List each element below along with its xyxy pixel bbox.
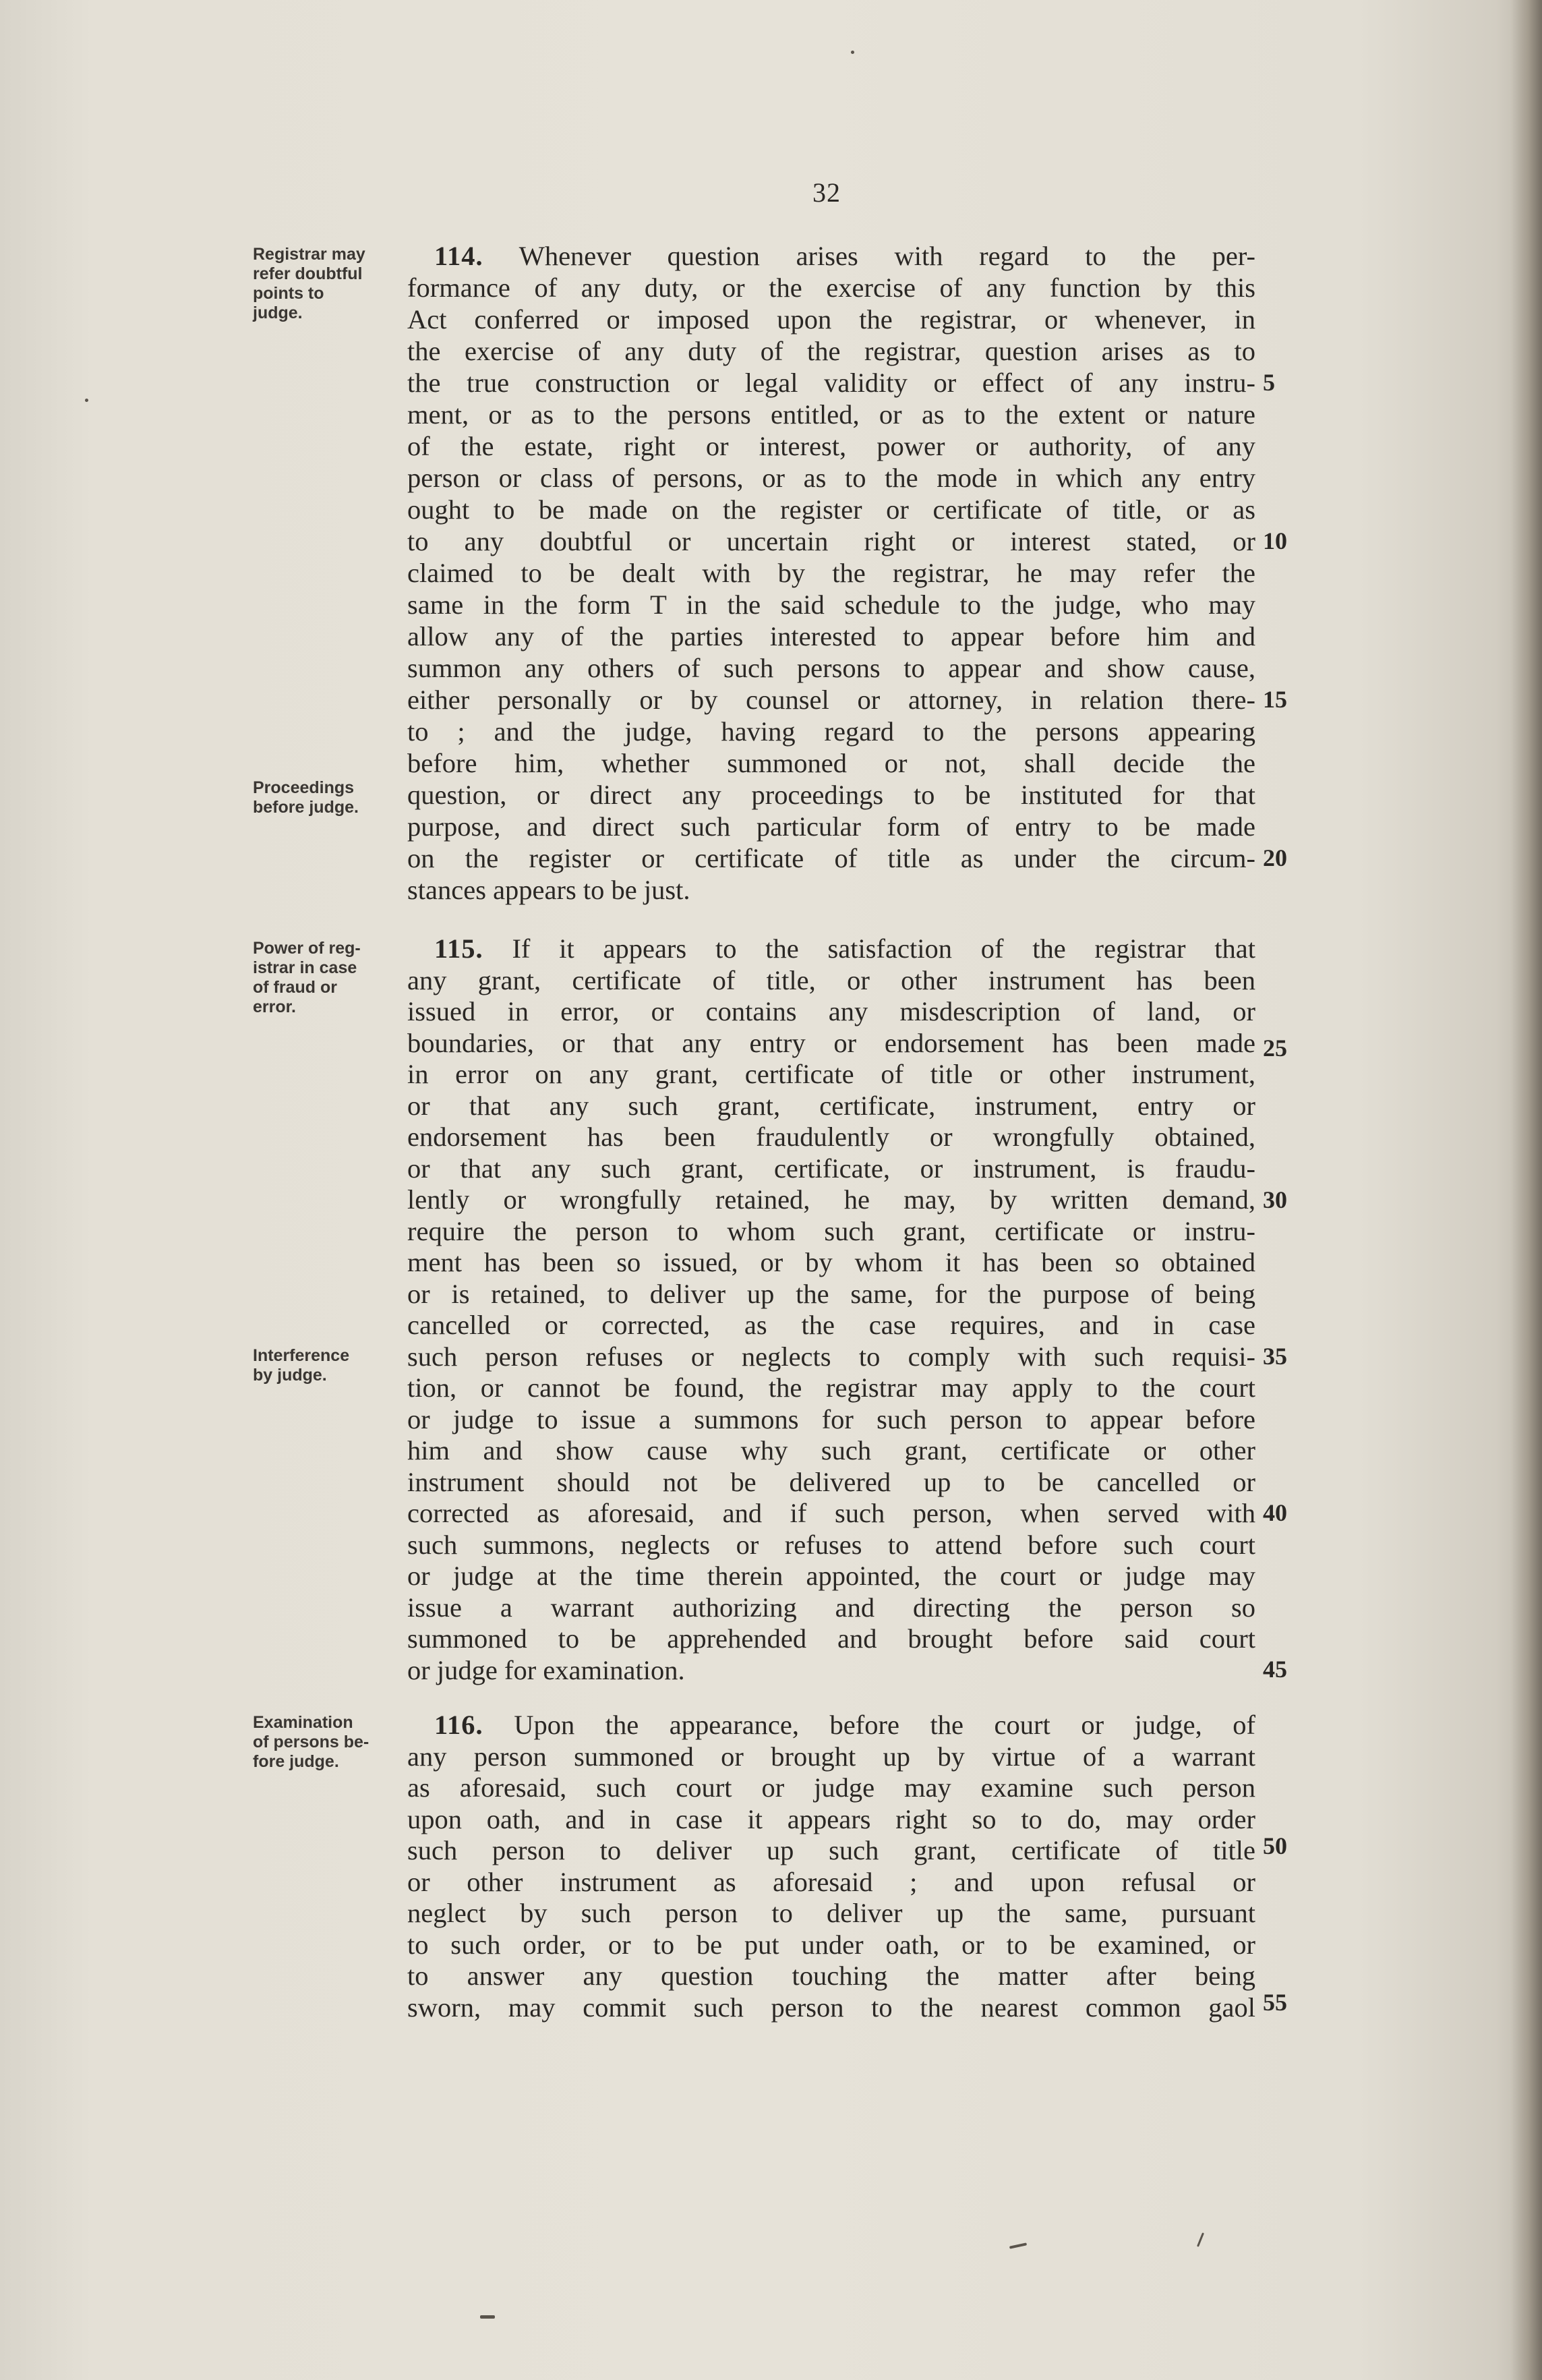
margin-note-line: of persons be- xyxy=(253,1733,369,1751)
text-line: stances appears to be just. xyxy=(407,875,690,905)
line-number: 50 xyxy=(1263,1832,1287,1859)
text-line: lently or wrongfully retained, he may, by written demand, xyxy=(407,1184,1255,1215)
margin-note-line: of fraud or xyxy=(253,978,337,997)
text-line: or judge for examination. xyxy=(407,1654,685,1685)
text-line: to answer any question touching the matter after being xyxy=(407,1961,1255,1991)
text-line: cancelled or corrected, as the case requires, and in case xyxy=(407,1310,1255,1340)
text-line: such person refuses or neglects to comply with such requisi- xyxy=(407,1341,1255,1372)
text-line: require the person to whom such grant, certificate or instru- xyxy=(407,1215,1255,1246)
text-line: neglect by such person to deliver up the same, pursuant xyxy=(407,1898,1255,1928)
text-line: or is retained, to deliver up the same, for the purpose of being xyxy=(407,1278,1255,1309)
section-number: 114. xyxy=(434,241,483,271)
text-line: either personally or by counsel or attorney, in relation there- xyxy=(407,685,1255,715)
text-line: any person summoned or brought up by virtue of a warrant xyxy=(407,1741,1255,1772)
margin-note-registrar-may-refer xyxy=(253,245,398,323)
text-line: or judge to issue a summons for such person to appear before xyxy=(407,1403,1255,1434)
text-line: summon any others of such persons to appear and show cause, xyxy=(407,653,1255,683)
text-line: issued in error, or contains any misdescription of land, or xyxy=(407,996,1255,1026)
page-number: 32 xyxy=(812,177,841,208)
text-line: corrected as aforesaid, and if such person, when served with xyxy=(407,1498,1255,1528)
text-line: or that any such grant, certificate, or instrument, is fraudu- xyxy=(407,1153,1255,1184)
margin-note-line: istrar in case xyxy=(253,958,357,977)
text-line: on the register or certificate of title as under the circum- xyxy=(407,843,1255,873)
margin-note-line: Interference xyxy=(253,1346,350,1365)
margin-note-line: refer doubtful xyxy=(253,264,363,283)
text-line: before him, whether summoned or not, shall decide the xyxy=(407,748,1255,778)
section-number: 116. xyxy=(434,1710,483,1740)
text-line: purpose, and direct such particular form of entry to be made xyxy=(407,811,1255,842)
ink-speck xyxy=(851,51,854,54)
line-number: 15 xyxy=(1263,686,1287,713)
text-line: the true construction or legal validity or effect of any instru- xyxy=(407,368,1255,398)
text-line: or judge at the time therein appointed, the court or judge may xyxy=(407,1561,1255,1591)
line-number: 40 xyxy=(1263,1499,1287,1526)
margin-note-line: Proceedings xyxy=(253,778,355,797)
line-number: 35 xyxy=(1263,1343,1287,1370)
ink-speck xyxy=(1009,2242,1027,2248)
text-line: allow any of the parties interested to appear before him and xyxy=(407,621,1255,651)
text-line: endorsement has been fraudulently or wrongfully obtained, xyxy=(407,1122,1255,1152)
text-line: such person to deliver up such grant, certificate of title xyxy=(407,1835,1255,1865)
text-line: upon oath, and in case it appears right so to do, may order xyxy=(407,1803,1255,1834)
line-number: 10 xyxy=(1263,527,1287,554)
text-line: Act conferred or imposed upon the registrar, or whenever, in xyxy=(407,304,1255,335)
margin-note-examination-of-persons xyxy=(253,1713,398,1772)
text-line: him and show cause why such grant, certificate or other xyxy=(407,1435,1255,1465)
line-number: 5 xyxy=(1263,369,1275,396)
text-line: 116. Upon the appearance, before the court or judge, of xyxy=(434,1710,1256,1740)
text-line: ought to be made on the register or certificate of title, or as xyxy=(407,494,1255,525)
text-line: 115. If it appears to the satisfaction of the registrar that xyxy=(434,933,1256,964)
text-line: sworn, may commit such person to the nearest common gaol xyxy=(407,1992,1255,2023)
text-line: to such order, or to be put under oath, or to be examined, or xyxy=(407,1929,1255,1960)
text-line: instrument should not be delivered up to be cancelled or xyxy=(407,1466,1255,1497)
text-line: in error on any grant, certificate of title or other instrument, xyxy=(407,1059,1255,1089)
text-line: to any doubtful or uncertain right or interest stated, or xyxy=(407,526,1255,556)
text-line: summoned to be apprehended and brought before said court xyxy=(407,1623,1255,1654)
text-line: claimed to be dealt with by the registrar, he may refer the xyxy=(407,558,1255,588)
text-line: formance of any duty, or the exercise of any function by this xyxy=(407,272,1255,303)
text-line: issue a warrant authorizing and directing the person so xyxy=(407,1592,1255,1623)
line-number: 55 xyxy=(1263,1989,1287,2016)
text-line: person or class of persons, or as to the mode in which any entry xyxy=(407,463,1255,493)
text-line: same in the form T in the said schedule to the judge, who may xyxy=(407,589,1255,620)
margin-note-line: Examination xyxy=(253,1713,353,1732)
ink-speck xyxy=(1197,2232,1204,2247)
text-line: any grant, certificate of title, or other instrument has been xyxy=(407,964,1255,995)
margin-note-line: judge. xyxy=(253,303,303,322)
margin-note-line: before judge. xyxy=(253,798,359,817)
margin-note-line: error. xyxy=(253,997,296,1016)
margin-note-line: by judge. xyxy=(253,1366,327,1385)
ink-speck xyxy=(480,2315,495,2319)
text-line: question, or direct any proceedings to be instituted for that xyxy=(407,780,1255,810)
margin-note-interference-by-judge xyxy=(253,1346,398,1385)
line-number: 25 xyxy=(1263,1035,1287,1062)
line-number: 20 xyxy=(1263,844,1287,871)
margin-note-proceedings-before-judge xyxy=(253,778,398,817)
text-line: to ; and the judge, having regard to the persons appearing xyxy=(407,716,1255,747)
margin-note-power-of-registrar xyxy=(253,939,398,1017)
line-number: 45 xyxy=(1263,1656,1287,1683)
text-line: ment has been so issued, or by whom it has been so obtained xyxy=(407,1247,1255,1277)
text-line: or other instrument as aforesaid ; and upon refusal or xyxy=(407,1866,1255,1897)
text-line: as aforesaid, such court or judge may examine such person xyxy=(407,1772,1255,1803)
page-edge-shadow xyxy=(1511,0,1542,2380)
line-number: 30 xyxy=(1263,1186,1287,1213)
text-line: 114. Whenever question arises with regard to the per- xyxy=(434,241,1255,271)
section-number: 115. xyxy=(434,933,483,964)
margin-note-line: points to xyxy=(253,284,324,303)
text-line: such summons, neglects or refuses to attend before such court xyxy=(407,1529,1255,1560)
text-line: ment, or as to the persons entitled, or as to the extent or nature xyxy=(407,399,1255,430)
ink-speck xyxy=(85,399,88,402)
text-line: tion, or cannot be found, the registrar may apply to the court xyxy=(407,1372,1255,1403)
text-line: of the estate, right or interest, power or authority, of any xyxy=(407,431,1255,461)
text-line: boundaries, or that any entry or endorsement has been made xyxy=(407,1027,1255,1058)
margin-note-line: Power of reg- xyxy=(253,939,361,958)
text-line: or that any such grant, certificate, instrument, entry or xyxy=(407,1090,1255,1121)
margin-note-line: fore judge. xyxy=(253,1752,339,1771)
text-line: the exercise of any duty of the registrar, question arises as to xyxy=(407,336,1255,366)
margin-note-line: Registrar may xyxy=(253,245,365,264)
